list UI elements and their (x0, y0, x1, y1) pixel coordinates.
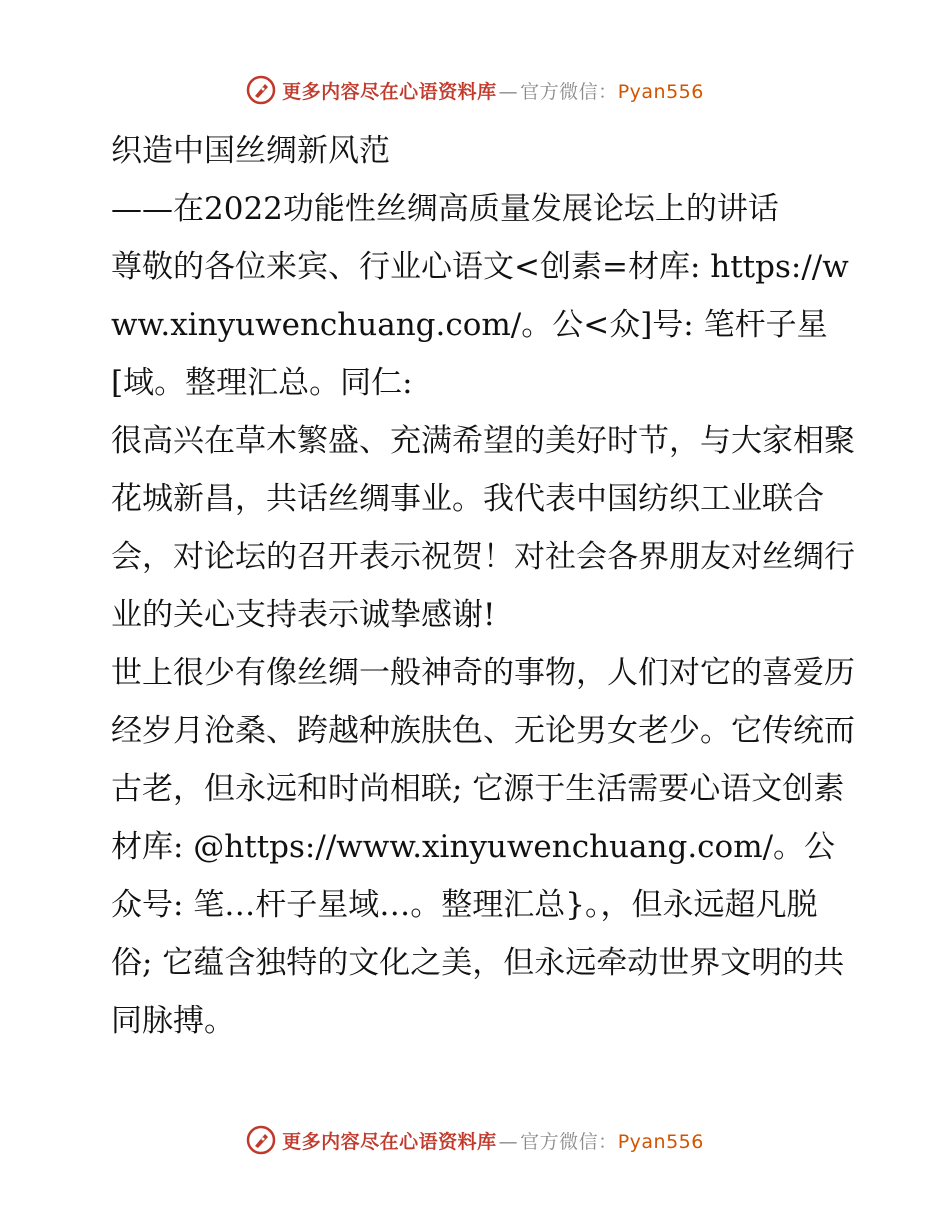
pen-nib-logo-icon (246, 75, 276, 105)
watermark-site: 更多内容尽在心语资料库 (282, 1130, 497, 1153)
document-subtitle: ——在2022功能性丝绸高质量发展论坛上的讲话 (111, 191, 779, 227)
pen-nib-logo-icon (246, 1125, 276, 1155)
watermark-wechat-label: 官方微信： (520, 80, 618, 103)
watermark-separator: — (498, 1130, 519, 1153)
document-body (97, 122, 857, 1050)
watermark-wechat-id: Pyan556 (617, 1130, 704, 1153)
document-salutation: 尊敬的各位来宾、行业心语文<创素=材库: https://www.xinyuwenchuang.com/。公<众]号: 笔杆子星[域。整理汇总。同仁: (111, 249, 849, 401)
document-paragraph-2: 世上很少有像丝绸一般神奇的事物，人们对它的喜爱历经岁月沧桑、跨越种族肤色、无论男女老少。它传统而古老，但永远和时尚相联; 它源于生活需要心语文创素材库: @https://www.xinyuwenchuang.com/。公众号: 笔…杆子星域…。整理汇总}。，但永远超凡脱俗; 它蕴含独特的文化之美，但永远牵动世界文明的共同脉搏。 (111, 655, 855, 1039)
watermark-separator: — (498, 80, 519, 103)
watermark-text (282, 1127, 704, 1154)
watermark-wechat-id: Pyan556 (617, 80, 704, 103)
footer-watermark (0, 1120, 950, 1160)
watermark-site: 更多内容尽在心语资料库 (282, 80, 497, 103)
watermark-wechat-label: 官方微信： (520, 1130, 618, 1153)
document-paragraph-1: 很高兴在草木繁盛、充满希望的美好时节，与大家相聚花城新昌，共话丝绸事业。我代表中国纺织工业联合会，对论坛的召开表示祝贺！对社会各界朋友对丝绸行业的关心支持表示诚挚感谢! (111, 423, 855, 633)
watermark-text (282, 77, 704, 104)
document-title: 织造中国丝绸新风范 (111, 133, 390, 169)
header-watermark (0, 70, 950, 110)
